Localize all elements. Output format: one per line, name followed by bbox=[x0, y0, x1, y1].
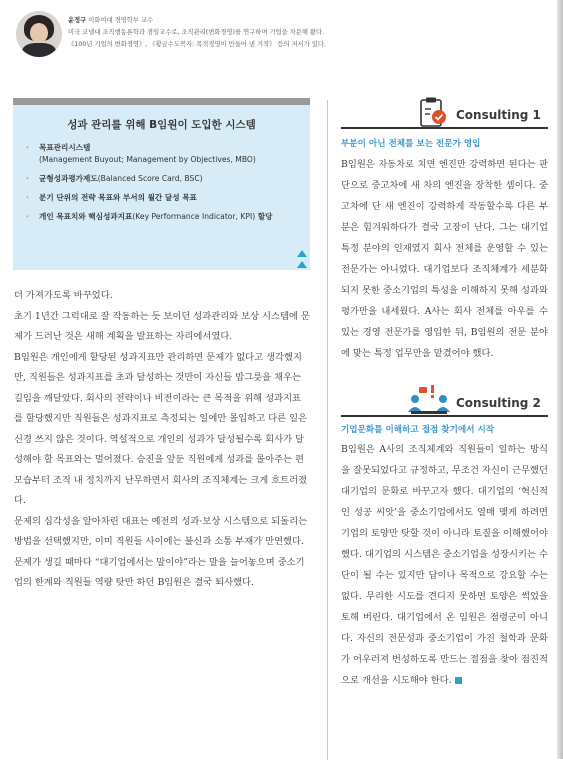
author-line1 bbox=[68, 15, 326, 27]
consulting-2-rule bbox=[341, 415, 548, 417]
paragraph bbox=[341, 439, 548, 691]
paragraph: B임원은 자동차로 치면 엔진만 강력하면 된다는 판단으로 중고차에 새 차의 엔진을 장착한 셈이다. 중고차에 단 새 엔진이 강력하게 작동할수록 다른 부분은 힘겨워하다가 결국 고장이 난다. 그는 대기업 특정 분야의 인재였지 회사 전체를 운영할 수 있는 전문가는 아니었다. 대기업보다 조직체계가 세분화되지 못한 중소기업의 특성을 이해하지 못해 성과와 평가만을 내세웠다. A사는 회사 전체를 아우를 수 있는 경영 전문가를 영입한 뒤, B임원의 전문 분야에 맞는 특정 업무만을 맡겼어야 했다. bbox=[341, 159, 548, 359]
author-bio-1: 미국 코넬대 조직행동론학과 겸임교수로, 조직관리(변화경영)를 연구하며 기업을 자문해 왔다. bbox=[68, 29, 325, 36]
paragraph: 더 가져가도록 바꾸었다. bbox=[14, 290, 113, 301]
paragraph: B임원은 개인에게 할당된 성과지표만 관리하면 문제가 없다고 생각했지만, 직원들은 성과지표를 초과 달성하는 것만이 자신들 밥그릇을 채우는 길임을 깨달았다. 회사의 전략이나 비전이라는 큰 목적을 위해 성과지표를 할당했지만 직원들은 성과지표로 측정되는 일에만 몰입하고 다른 일은 신경 쓰지 않은 것이다. 역설적으로 개인의 성과가 달성될수록 회사가 달성해야 할 목표와는 멀어졌다. 승진을 앞둔 직원에게 성과를 몰아주는 편 모습부터 조직 내 정치까지 난무하면서 회사의 조직체계는 크게 흐트러졌다. bbox=[14, 351, 308, 506]
system-box bbox=[13, 105, 310, 270]
box-item-detail: (Key Performance Indicator, KPI) bbox=[132, 212, 256, 221]
consulting-1-rule bbox=[341, 127, 548, 129]
box-top-bar bbox=[13, 98, 310, 105]
bullet: · bbox=[26, 174, 29, 183]
triangle-up-icon bbox=[297, 250, 307, 257]
box-item bbox=[26, 192, 272, 204]
box-item-label: 목표관리시스템 bbox=[39, 143, 91, 152]
consulting-2-subtitle: 기업문화를 이해하고 접점 찾기에서 시작 bbox=[341, 425, 495, 435]
column-divider bbox=[327, 100, 328, 760]
bullet: · bbox=[26, 212, 29, 221]
consulting-1-title: Consulting 1 bbox=[456, 108, 541, 122]
consulting-1-subtitle: 부분이 아닌 전체를 보는 전문가 영입 bbox=[341, 139, 481, 149]
paragraph: 문제의 심각성을 알아차린 대표는 예전의 성과·보상 시스템으로 되돌리는 방법을 선택했지만, 이미 직원들 사이에는 불신과 소통 부재가 만연했다. 문제가 생길 때마다 “대기업에서는 말이야”라는 말을 늘어놓으며 중소기업의 한계와 직원들 역량 탓만 하던 B임원은 결국 퇴사했다. bbox=[14, 515, 308, 588]
author-bio-2: 《100년 기업의 변화경영》, 《황금수도꼭지: 목적경영이 만들어 낸 기적》 등의 저서가 있다. bbox=[68, 41, 326, 48]
box-item-label: 분기 단위의 전략 목표와 부서의 월간 달성 목표 bbox=[39, 193, 197, 202]
consulting-2-title: Consulting 2 bbox=[456, 396, 541, 410]
box-item-detail: (Balanced Score Card, BSC) bbox=[97, 174, 203, 183]
box-item-label: 균형성과평가제도 bbox=[39, 174, 98, 183]
meeting-people-icon bbox=[407, 384, 451, 418]
box-list bbox=[26, 142, 272, 230]
box-item bbox=[26, 142, 272, 166]
consulting-2-body bbox=[341, 439, 548, 691]
clipboard-check-icon bbox=[418, 96, 448, 128]
author-block bbox=[68, 15, 326, 51]
author-avatar bbox=[16, 11, 62, 57]
box-item-label: 개인 목표치와 핵심성과지표 bbox=[39, 212, 133, 221]
paragraph: 초기 1년간 그럭대로 잘 작동하는 듯 보이던 성과관리와 보상 시스템에 문제가 드러난 것은 새해 계획을 발표하는 자리에서였다. bbox=[14, 310, 310, 342]
box-item bbox=[26, 211, 272, 223]
box-item-tail: 할당 bbox=[255, 212, 273, 221]
box-item-detail: (Management Buyout; Management by Objectives, MBO) bbox=[39, 155, 256, 164]
consulting-1-body bbox=[341, 154, 548, 364]
author-name: 윤정구 bbox=[68, 17, 87, 24]
bullet: · bbox=[26, 193, 29, 202]
triangle-up-icon bbox=[297, 261, 307, 268]
left-body bbox=[14, 286, 310, 594]
end-mark-icon bbox=[455, 677, 462, 684]
consulting-2-text: B임원은 A사의 조직체계와 직원들이 일하는 방식을 잘못되었다고 규정하고, 무조건 자신이 근무했던 대기업의 문화로 바꾸고자 했다. 대기업의 ‘혁신적인 성공 씨앗’을 중소기업에서도 열매 맺게 하려면 기업의 토양만 탓할 것이 아니라 토질을 이해했어야 했다. 대기업의 시스템은 중소기업을 성장시키는 수단이 될 수는 있지만 답이나 목적으로 강요할 수는 없다. 무리한 시도를 견디지 못하면 토양은 썩었을 토해 버린다. 대기업에서 온 임원은 점령군이 아니다. 자신의 전문성과 중소기업이 가진 철학과 문화가 어우러져 번성하도록 만드는 접점을 찾아 점진적으로 개선을 시도해야 한다. bbox=[341, 444, 548, 686]
box-title: 성과 관리를 위해 B임원이 도입한 시스템 bbox=[67, 119, 256, 131]
box-item bbox=[26, 173, 272, 185]
page-edge-shadow bbox=[557, 0, 563, 759]
author-affiliation: 이화여대 경영학부 교수 bbox=[88, 17, 154, 24]
bullet: · bbox=[26, 143, 29, 152]
